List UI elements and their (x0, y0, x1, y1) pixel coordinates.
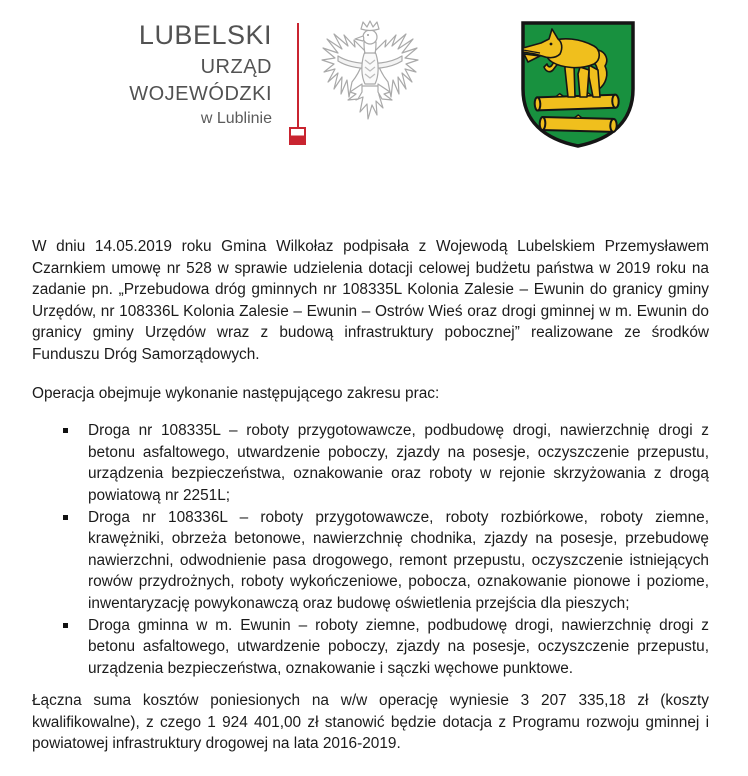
list-item-text: Droga nr 108335L – roboty przygotowawcze, podbudowę drogi, nawierzchnię drogi z betonu asfaltowego, utwardzenie poboczy, zjazdy na posesje, oczyszczenie przepustu, urządzenia bezpieczeństwa, oznakowanie oraz roboty w rejonie skrzyżowania z drogą powiatową nr 2251L; (88, 422, 709, 504)
polish-eagle-icon (318, 20, 422, 126)
lubelski-urzad-wojewodzki-logo (60, 22, 272, 127)
list-item-text: Droga gminna w m. Ewunin – roboty ziemne, podbudowę drogi, nawierzchnię drogi z betonu asfaltowego, utwardzenie poboczy, zjazdy na posesje, oczyszczenie przepustu, urządzenia bezpieczeństwa, oznakowanie i sączki węchowe punktowe. (88, 616, 709, 677)
list-item-road-ewunin (88, 615, 709, 680)
logo-line-w-lublinie: w Lublinie (200, 110, 272, 127)
bullet-square-icon (63, 515, 68, 520)
paragraph-list-intro: Operacja obejmuje wykonanie następującego zakresu prac: (32, 384, 440, 402)
bullet-square-icon (63, 623, 68, 628)
works-list (32, 420, 709, 679)
logo-divider-line (297, 23, 299, 128)
document-body (32, 236, 709, 755)
list-item-text: Droga nr 108336L – roboty przygotowawcze, roboty rozbiórkowe, roboty ziemne, krawężniki, obrzeża betonowe, nawierzchnię chodnika, zjazdy na posesje, przebudowę nawierzchni, odwodnienie pasa drogowego, remont przepustu, oczyszczenie istniejących rowów przydrożnych, roboty wykończeniowe, pobocza, oznakowanie pionowe i poziome, inwentaryzację powykonawczą oraz budowę oświetlenia przejścia dla pieszych; (88, 508, 709, 612)
logo-line-urzad: URZĄD (200, 56, 272, 78)
paragraph-agreement: W dniu 14.05.2019 roku Gmina Wilkołaz podpisała z Wojewodą Lubelskiem Przemysławem Czarnkiem umowę nr 528 w sprawie udzielenia dotacji celowej budżetu państwa w 2019 roku na zadanie pn. „Przebudowa dróg gminnych nr 108335L Kolonia Zalesie – Ewunin do granicy gminy Urzędów, nr 108336L Kolonia Zalesie – Ewunin – Ostrów Wieś oraz drogi gminnej w m. Ewunin do granicy gminy Urzędów wraz z budową infrastruktury pobocznej” realizowane ze środków Funduszu Dróg Samorządowych. (32, 238, 709, 363)
list-item-road-108336L (88, 507, 709, 615)
wilkolaz-coat-of-arms-icon (516, 17, 640, 152)
paragraph-costs: Łączna suma kosztów poniesionych na w/w operację wyniesie 3 207 335,18 zł (koszty kwalifikowalne), z czego 1 924 401,00 zł stanowić będzie dotacja z Programu rozwoju gminnej i powiatowej infrastruktury drogowej na lata 2016-2019. (32, 692, 709, 753)
list-item-road-108335L (88, 420, 709, 506)
bullet-square-icon (63, 428, 68, 433)
poland-flag-icon (289, 127, 306, 145)
logo-line-wojewodzki: WOJEWÓDZKI (129, 83, 272, 105)
logo-line-lubelski: LUBELSKI (138, 20, 272, 50)
